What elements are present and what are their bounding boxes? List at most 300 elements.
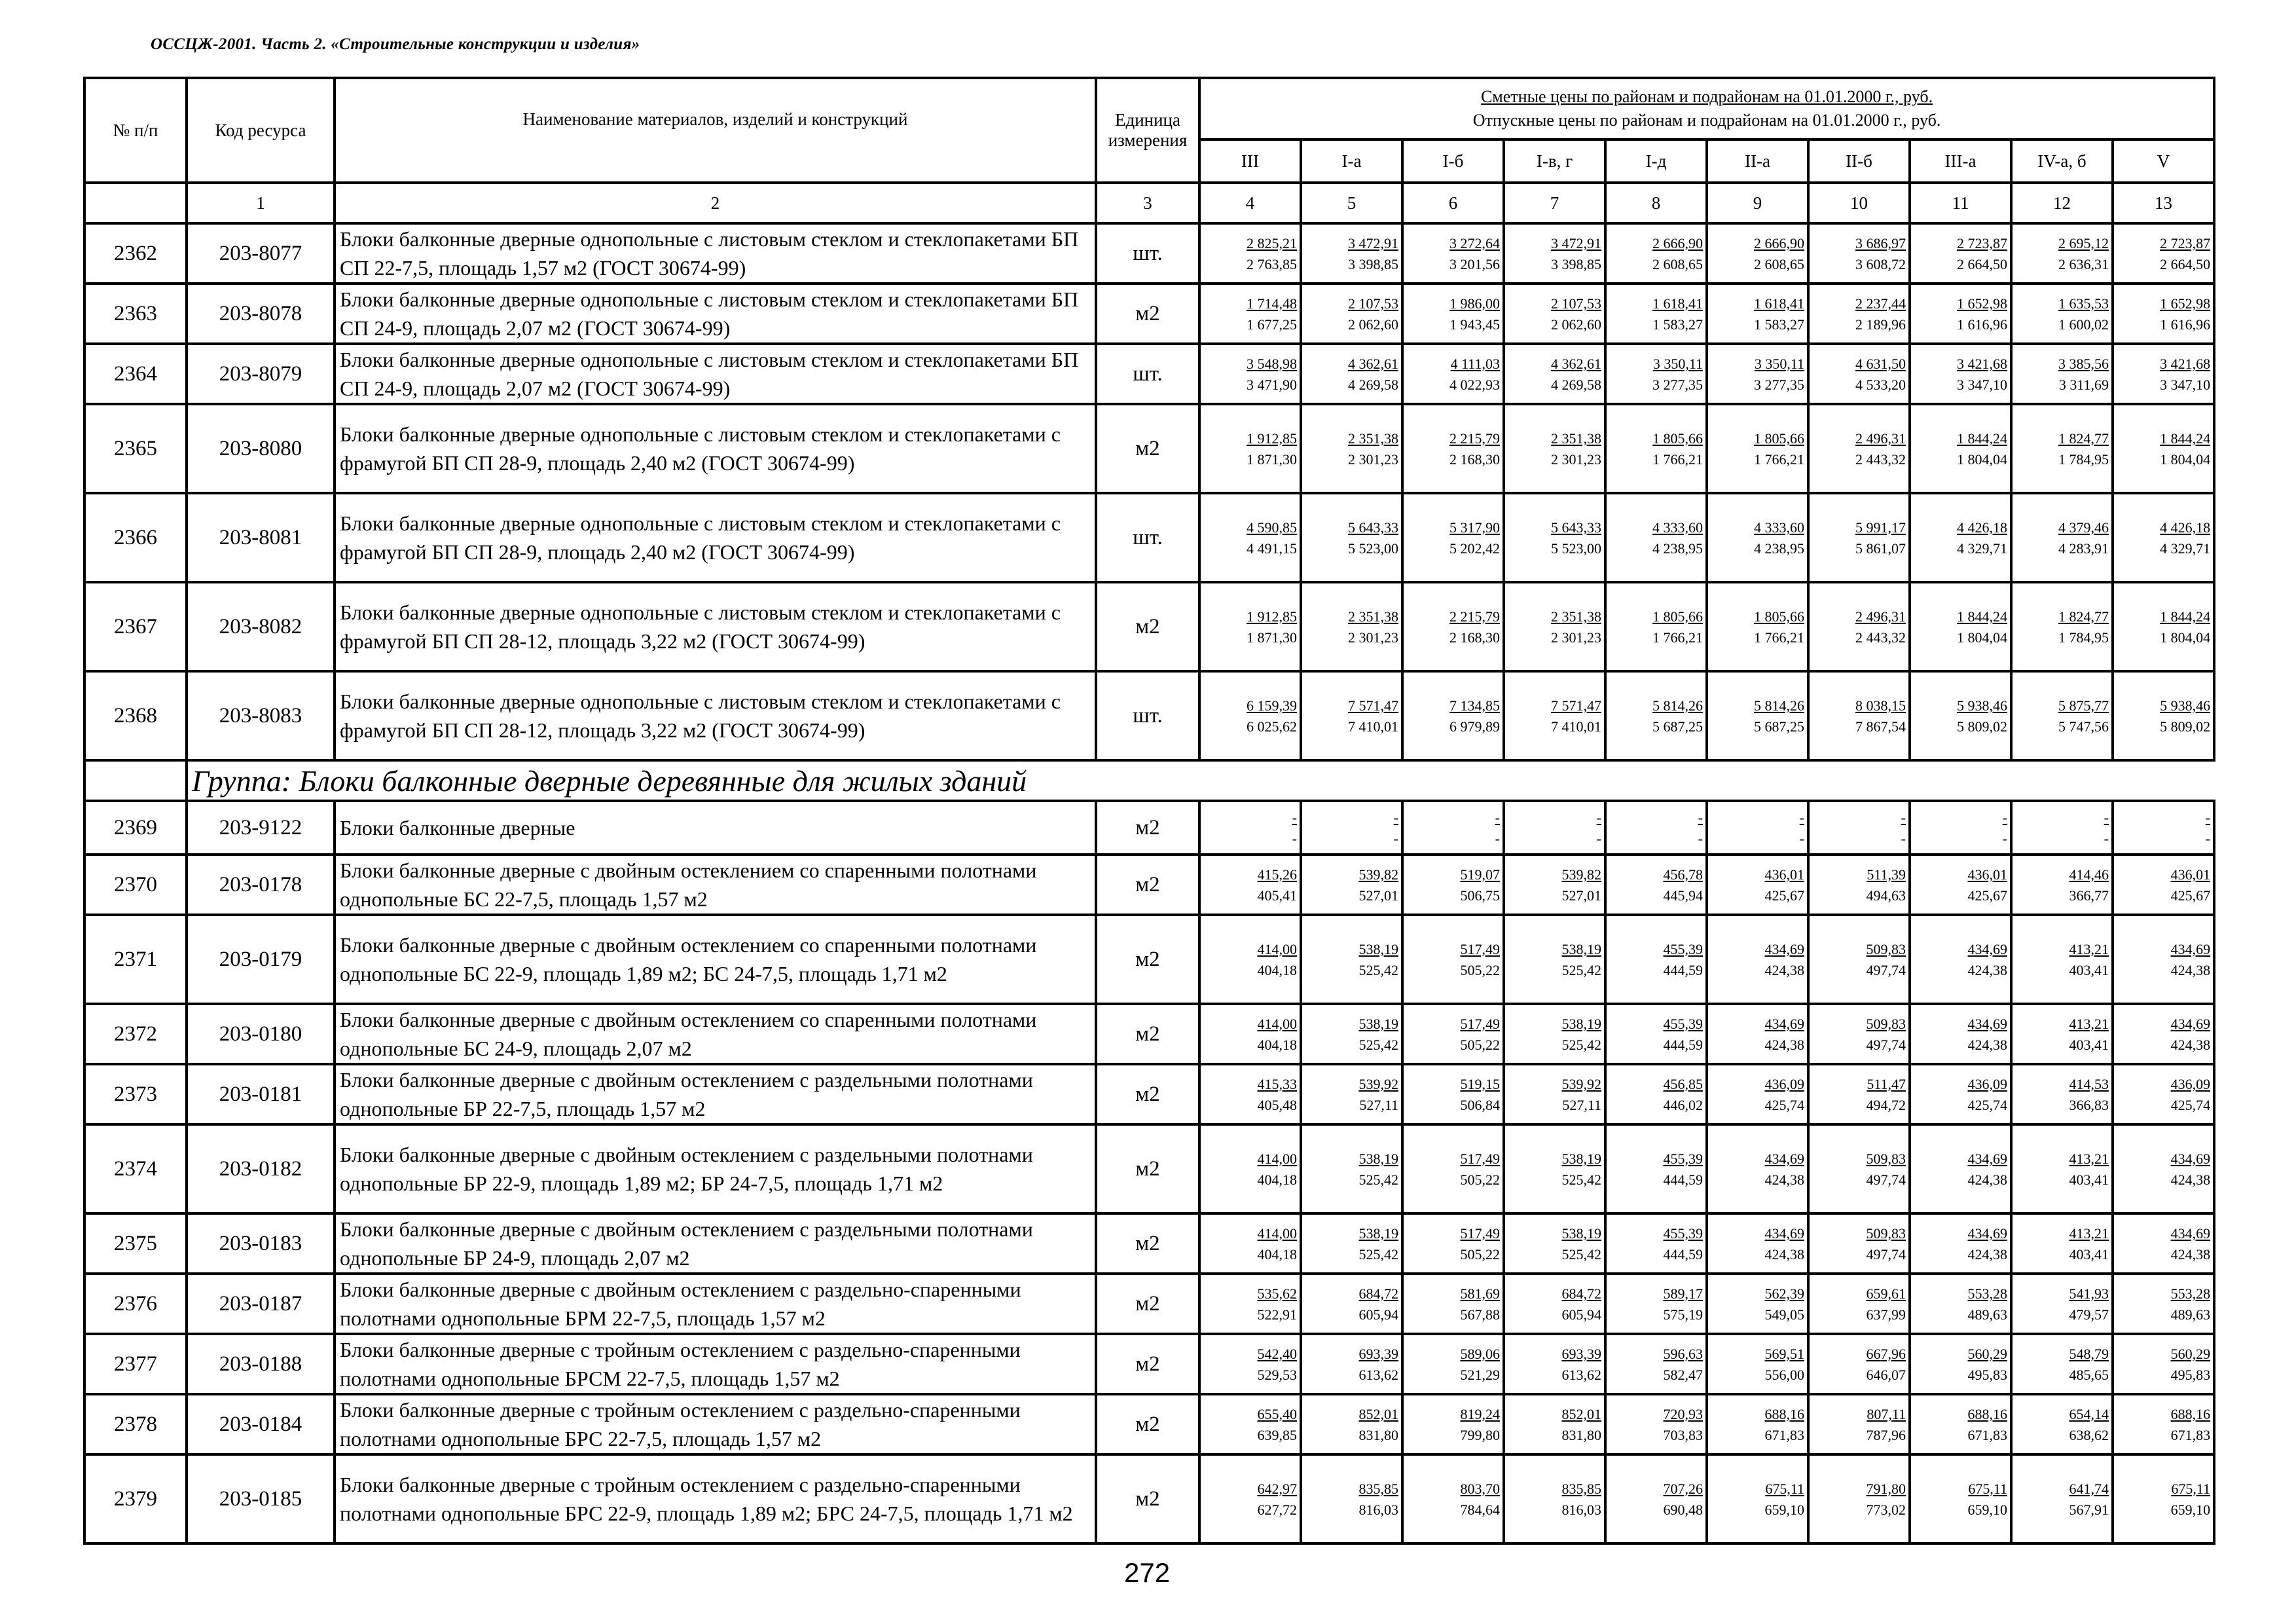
price-cell — [1707, 1064, 1808, 1124]
estimate-price: 803,70 — [1460, 1481, 1500, 1497]
price-cell — [1402, 1274, 1504, 1334]
unit-of-measure: м2 — [1096, 1394, 1199, 1454]
unit-of-measure: шт. — [1096, 223, 1199, 284]
material-name: Блоки балконные дверные — [335, 801, 1096, 855]
estimate-price: 560,29 — [1967, 1346, 2007, 1362]
estimate-price: 8 038,15 — [1855, 697, 1906, 714]
header-region: II-б — [1808, 139, 1910, 183]
price-cell — [1707, 582, 1808, 671]
estimate-price: 3 686,97 — [1855, 235, 1906, 251]
release-price: 3 471,90 — [1247, 377, 1297, 393]
table-row — [84, 1334, 2214, 1394]
material-name: Блоки балконные дверные с двойным остеклением с раздельными полотнами однопольные БР 22-7,5, площадь 1,57 м2 — [335, 1064, 1096, 1124]
release-price: 5 861,07 — [1855, 540, 1906, 557]
price-cell — [1808, 915, 1910, 1004]
release-price: 5 202,42 — [1449, 540, 1500, 557]
price-cell — [2011, 1334, 2113, 1394]
release-price: - — [1393, 830, 1398, 847]
price-cell — [1199, 1334, 1301, 1394]
estimate-price: 852,01 — [1358, 1406, 1398, 1422]
price-cell — [1910, 855, 2011, 915]
release-price: 799,80 — [1460, 1427, 1500, 1443]
estimate-price: 1 844,24 — [1957, 608, 2007, 625]
release-price: 425,74 — [1967, 1097, 2007, 1113]
unit-of-measure: м2 — [1096, 1213, 1199, 1274]
price-cell — [2011, 1213, 2113, 1274]
price-cell — [1504, 1274, 1605, 1334]
unit-of-measure: м2 — [1096, 1274, 1199, 1334]
release-price: 605,94 — [1358, 1306, 1398, 1323]
estimate-price: 436,01 — [2170, 866, 2211, 883]
release-price: 627,72 — [1257, 1502, 1297, 1518]
release-price: 816,03 — [1561, 1502, 1601, 1518]
column-number: 10 — [1808, 183, 1910, 223]
release-price: - — [1495, 830, 1500, 847]
release-price: 1 943,45 — [1449, 316, 1500, 333]
estimate-price: 538,19 — [1561, 941, 1601, 957]
release-price: 527,11 — [1359, 1097, 1398, 1113]
estimate-price: 434,69 — [1967, 1225, 2007, 1242]
price-cell — [2113, 1454, 2214, 1543]
release-price: 5 523,00 — [1551, 540, 1601, 557]
estimate-price: 3 548,98 — [1247, 356, 1297, 372]
estimate-price: 434,69 — [1967, 941, 2007, 957]
release-price: 366,83 — [2069, 1097, 2109, 1113]
header-prices-estimate: Сметные цены по районам и подрайонам на 01.01.2000 г., руб. — [1480, 87, 1933, 106]
price-cell — [2113, 671, 2214, 760]
price-cell — [1910, 1064, 2011, 1124]
estimate-price: 4 426,18 — [1957, 519, 2007, 536]
price-cell — [2113, 1004, 2214, 1064]
price-cell — [1707, 915, 1808, 1004]
estimate-price: 2 107,53 — [1348, 295, 1398, 312]
estimate-price: 1 824,77 — [2058, 608, 2109, 625]
estimate-price: - — [2205, 809, 2211, 826]
estimate-price: 654,14 — [2069, 1406, 2109, 1422]
release-price: 405,48 — [1257, 1097, 1297, 1113]
price-cell — [1910, 1454, 2011, 1543]
resource-code: 203-0184 — [187, 1394, 335, 1454]
release-price: 659,10 — [2170, 1502, 2211, 1518]
unit-of-measure: м2 — [1096, 801, 1199, 855]
release-price: 605,94 — [1561, 1306, 1601, 1323]
price-cell — [1301, 801, 1402, 855]
price-cell — [1808, 404, 1910, 493]
release-price: 485,65 — [2069, 1367, 2109, 1383]
price-cell — [1707, 1124, 1808, 1213]
table-row — [84, 344, 2214, 404]
table-row — [84, 404, 2214, 493]
price-cell — [1707, 284, 1808, 344]
estimate-price: 4 590,85 — [1247, 519, 1297, 536]
row-number: 2373 — [84, 1064, 187, 1124]
estimate-price: 655,40 — [1257, 1406, 1297, 1422]
price-cell — [1199, 223, 1301, 284]
estimate-price: 535,62 — [1257, 1285, 1297, 1302]
unit-of-measure: м2 — [1096, 1124, 1199, 1213]
material-name: Блоки балконные дверные с двойным остеклением со спаренными полотнами однопольные БС 24-9, площадь 2,07 м2 — [335, 1004, 1096, 1064]
release-price: 4 269,58 — [1551, 377, 1601, 393]
release-price: 525,42 — [1561, 962, 1601, 978]
estimate-price: 434,69 — [2170, 1225, 2211, 1242]
release-price: 404,18 — [1257, 1037, 1297, 1053]
release-price: 2 664,50 — [1957, 256, 2007, 272]
price-cell — [1808, 1274, 1910, 1334]
price-cell — [1707, 1274, 1808, 1334]
release-price: 639,85 — [1257, 1427, 1297, 1443]
estimate-price: 2 666,90 — [1652, 235, 1703, 251]
release-price: 2 168,30 — [1449, 629, 1500, 646]
column-number: 6 — [1402, 183, 1504, 223]
release-price: 497,74 — [1866, 1172, 1906, 1188]
estimate-price: 3 421,68 — [1957, 356, 2007, 372]
estimate-price: 562,39 — [1764, 1285, 1804, 1302]
release-price: 2 301,23 — [1551, 451, 1601, 468]
resource-code: 203-8079 — [187, 344, 335, 404]
header-region: III-а — [1910, 139, 2011, 183]
price-cell — [1808, 1064, 1910, 1124]
release-price: 3 277,35 — [1754, 377, 1804, 393]
table-row — [84, 223, 2214, 284]
unit-of-measure: м2 — [1096, 1334, 1199, 1394]
estimate-price: - — [1495, 809, 1500, 826]
price-cell — [1808, 284, 1910, 344]
price-cell — [1910, 1004, 2011, 1064]
release-price: 424,38 — [1764, 1172, 1804, 1188]
column-number: 3 — [1096, 183, 1199, 223]
price-cell — [2113, 1064, 2214, 1124]
release-price: 405,41 — [1257, 887, 1297, 904]
estimate-price: 434,69 — [2170, 941, 2211, 957]
price-cell — [1808, 344, 1910, 404]
column-number-blank — [84, 183, 187, 223]
group-row — [84, 760, 2214, 801]
estimate-price: 4 333,60 — [1754, 519, 1804, 536]
release-price: 671,83 — [1967, 1427, 2007, 1443]
estimate-price: 455,39 — [1663, 1016, 1703, 1032]
release-price: 527,01 — [1561, 887, 1601, 904]
resource-code: 203-0180 — [187, 1004, 335, 1064]
estimate-price: 2 351,38 — [1348, 430, 1398, 447]
release-price: 424,38 — [1967, 962, 2007, 978]
estimate-price: 2 351,38 — [1551, 430, 1601, 447]
header-prices — [1199, 78, 2214, 139]
price-cell — [1504, 1334, 1605, 1394]
price-cell — [2113, 284, 2214, 344]
material-name: Блоки балконные дверные с двойным остеклением с раздельными полотнами однопольные БР 24-9, площадь 2,07 м2 — [335, 1213, 1096, 1274]
price-cell — [1199, 493, 1301, 582]
estimate-price: 434,69 — [1967, 1016, 2007, 1032]
estimate-price: 5 938,46 — [1957, 697, 2007, 714]
estimate-price: 434,69 — [2170, 1016, 2211, 1032]
estimate-price: 414,53 — [2069, 1076, 2109, 1092]
release-price: 2 062,60 — [1348, 316, 1398, 333]
release-price: 525,42 — [1358, 962, 1398, 978]
row-number: 2378 — [84, 1394, 187, 1454]
release-price: 773,02 — [1866, 1502, 1906, 1518]
resource-code: 203-0182 — [187, 1124, 335, 1213]
estimate-price: 415,33 — [1257, 1076, 1297, 1092]
price-cell — [1402, 1394, 1504, 1454]
price-cell — [2113, 404, 2214, 493]
estimate-price: 413,21 — [2069, 1225, 2109, 1242]
estimate-price: 2 107,53 — [1551, 295, 1601, 312]
estimate-price: 436,09 — [1764, 1076, 1804, 1092]
row-number: 2379 — [84, 1454, 187, 1543]
table-row — [84, 855, 2214, 915]
release-price: 3 277,35 — [1652, 377, 1703, 393]
release-price: 831,80 — [1358, 1427, 1398, 1443]
header-region: I-в, г — [1504, 139, 1605, 183]
estimate-price: 4 631,50 — [1855, 356, 1906, 372]
estimate-price: - — [1698, 809, 1703, 826]
release-price: 4 238,95 — [1652, 540, 1703, 557]
price-cell — [1808, 1334, 1910, 1394]
estimate-price: 4 333,60 — [1652, 519, 1703, 536]
release-price: 3 398,85 — [1551, 256, 1601, 272]
price-cell — [1199, 855, 1301, 915]
estimate-price: 538,19 — [1561, 1151, 1601, 1167]
estimate-price: 5 991,17 — [1855, 519, 1906, 536]
estimate-price: 434,69 — [1764, 941, 1804, 957]
release-price: 4 329,71 — [1957, 540, 2007, 557]
release-price: 1 784,95 — [2058, 629, 2109, 646]
release-price: 3 201,56 — [1449, 256, 1500, 272]
release-price: 479,57 — [2069, 1306, 2109, 1323]
price-cell — [2011, 223, 2113, 284]
release-price: 527,01 — [1358, 887, 1398, 904]
release-price: 525,42 — [1561, 1037, 1601, 1053]
price-cell — [1504, 915, 1605, 1004]
release-price: 787,96 — [1866, 1427, 1906, 1443]
table-row — [84, 1274, 2214, 1334]
table-row — [84, 1454, 2214, 1543]
table-row — [84, 671, 2214, 760]
header-unit: Единица измерения — [1096, 78, 1199, 183]
column-number: 8 — [1605, 183, 1707, 223]
column-number: 4 — [1199, 183, 1301, 223]
estimate-price: 560,29 — [2170, 1346, 2211, 1362]
price-cell — [1707, 1334, 1808, 1394]
release-price: 446,02 — [1663, 1097, 1703, 1113]
resource-code: 203-0183 — [187, 1213, 335, 1274]
release-price: 703,83 — [1663, 1427, 1703, 1443]
estimate-price: 3 421,68 — [2160, 356, 2211, 372]
release-price: 425,74 — [1764, 1097, 1804, 1113]
estimate-price: 5 643,33 — [1348, 519, 1398, 536]
estimate-price: 539,82 — [1561, 866, 1601, 883]
release-price: - — [2104, 830, 2109, 847]
estimate-price: 436,01 — [1967, 866, 2007, 883]
estimate-price: 688,16 — [1764, 1406, 1804, 1422]
estimate-price: 517,49 — [1460, 1225, 1500, 1242]
release-price: - — [1698, 830, 1703, 847]
estimate-price: 1 844,24 — [2160, 608, 2211, 625]
release-price: 403,41 — [2069, 1246, 2109, 1263]
release-price: 816,03 — [1358, 1502, 1398, 1518]
price-cell — [1707, 344, 1808, 404]
price-cell — [1504, 582, 1605, 671]
release-price: 784,64 — [1460, 1502, 1500, 1518]
material-name: Блоки балконные дверные с тройным остеклением с раздельно-спаренными полотнами однопольные БРС 22-7,5, площадь 1,57 м2 — [335, 1394, 1096, 1454]
unit-of-measure: шт. — [1096, 671, 1199, 760]
estimate-price: 509,83 — [1866, 941, 1906, 957]
price-cell — [1808, 223, 1910, 284]
header-region: II-а — [1707, 139, 1808, 183]
release-price: 3 311,69 — [2058, 377, 2109, 393]
price-cell — [2011, 855, 2113, 915]
price-cell — [1605, 1124, 1707, 1213]
row-number: 2368 — [84, 671, 187, 760]
price-cell — [1504, 344, 1605, 404]
header-region: I-б — [1402, 139, 1504, 183]
row-number: 2370 — [84, 855, 187, 915]
estimate-price: 519,07 — [1460, 866, 1500, 883]
estimate-price: 4 111,03 — [1450, 356, 1500, 372]
price-cell — [1402, 344, 1504, 404]
estimate-price: 2 215,79 — [1449, 430, 1500, 447]
release-price: 659,10 — [1967, 1502, 2007, 1518]
table-row — [84, 493, 2214, 582]
estimate-price: 541,93 — [2069, 1285, 2109, 1302]
estimate-price: 3 350,11 — [1652, 356, 1703, 372]
price-cell — [1910, 801, 2011, 855]
estimate-price: 434,69 — [1764, 1151, 1804, 1167]
release-price: 525,42 — [1358, 1172, 1398, 1188]
column-number: 2 — [335, 183, 1096, 223]
material-name: Блоки балконные дверные однопольные с листовым стеклом и стеклопакетами с фрамугой БП СП 28-12, площадь 3,22 м2 (ГОСТ 30674-99) — [335, 582, 1096, 671]
estimate-price: 7 571,47 — [1348, 697, 1398, 714]
price-cell — [1301, 493, 1402, 582]
release-price: 2 443,32 — [1855, 451, 1906, 468]
material-name: Блоки балконные дверные с тройным остеклением с раздельно-спаренными полотнами однопольные БРС 22-9, площадь 1,89 м2; БРС 24-7,5, площадь 1,71 м2 — [335, 1454, 1096, 1543]
header-np: № п/п — [84, 78, 187, 183]
price-cell — [1199, 801, 1301, 855]
estimate-price: 688,16 — [1967, 1406, 2007, 1422]
estimate-price: 456,78 — [1663, 866, 1703, 883]
release-price: 671,83 — [2170, 1427, 2211, 1443]
header-name: Наименование материалов, изделий и конструкций — [335, 78, 1096, 183]
estimate-price: 2 215,79 — [1449, 608, 1500, 625]
estimate-price: 2 825,21 — [1247, 235, 1297, 251]
release-price: 5 687,25 — [1754, 718, 1804, 735]
price-cell — [1808, 493, 1910, 582]
price-cell — [1910, 1124, 2011, 1213]
estimate-price: 2 351,38 — [1551, 608, 1601, 625]
release-price: 7 410,01 — [1551, 718, 1601, 735]
release-price: 425,67 — [1967, 887, 2007, 904]
estimate-price: - — [2002, 809, 2007, 826]
price-cell — [1301, 1394, 1402, 1454]
price-cell — [1301, 855, 1402, 915]
release-price: 1 784,95 — [2058, 451, 2109, 468]
price-cell — [1504, 1124, 1605, 1213]
release-price: 1 871,30 — [1247, 451, 1297, 468]
estimate-price: 675,11 — [1968, 1481, 2007, 1497]
release-price: 2 443,32 — [1855, 629, 1906, 646]
estimate-price: 6 159,39 — [1247, 697, 1297, 714]
release-price: 522,91 — [1257, 1306, 1297, 1323]
estimate-price: 414,00 — [1257, 1225, 1297, 1242]
price-cell — [1707, 855, 1808, 915]
estimate-price: - — [1596, 809, 1601, 826]
price-cell — [2011, 801, 2113, 855]
release-price: 6 025,62 — [1247, 718, 1297, 735]
release-price: 444,59 — [1663, 1246, 1703, 1263]
resource-code: 203-8081 — [187, 493, 335, 582]
estimate-price: 517,49 — [1460, 941, 1500, 957]
table-row — [84, 1004, 2214, 1064]
estimate-price: 436,09 — [2170, 1076, 2211, 1092]
price-cell — [2011, 1124, 2113, 1213]
unit-of-measure: шт. — [1096, 493, 1199, 582]
price-cell — [2113, 1274, 2214, 1334]
release-price: 403,41 — [2069, 1172, 2109, 1188]
price-cell — [1707, 671, 1808, 760]
resource-code: 203-8083 — [187, 671, 335, 760]
release-price: 425,67 — [1764, 887, 1804, 904]
price-cell — [1402, 855, 1504, 915]
unit-of-measure: м2 — [1096, 284, 1199, 344]
estimate-price: 434,69 — [1967, 1151, 2007, 1167]
estimate-price: 538,19 — [1358, 1151, 1398, 1167]
material-name: Блоки балконные дверные однопольные с листовым стеклом и стеклопакетами БП СП 22-7,5, площадь 1,57 м2 (ГОСТ 30674-99) — [335, 223, 1096, 284]
estimate-price: 2 695,12 — [2058, 235, 2109, 251]
release-price: 521,29 — [1460, 1367, 1500, 1383]
release-price: 1 600,02 — [2058, 316, 2109, 333]
price-cell — [1199, 1394, 1301, 1454]
release-price: 575,19 — [1663, 1306, 1703, 1323]
price-cell — [1402, 1454, 1504, 1543]
release-price: - — [2205, 830, 2211, 847]
release-price: 638,62 — [2069, 1427, 2109, 1443]
unit-of-measure: м2 — [1096, 582, 1199, 671]
release-price: 505,22 — [1460, 1172, 1500, 1188]
release-price: 2 608,65 — [1652, 256, 1703, 272]
price-cell — [1808, 671, 1910, 760]
price-cell — [1707, 1394, 1808, 1454]
release-price: 489,63 — [1967, 1306, 2007, 1323]
estimate-price: 684,72 — [1561, 1285, 1601, 1302]
price-cell — [2011, 284, 2113, 344]
price-cell — [1910, 915, 2011, 1004]
estimate-price: 807,11 — [1867, 1406, 1906, 1422]
price-cell — [1301, 671, 1402, 760]
release-price: 4 491,15 — [1247, 540, 1297, 557]
resource-code: 203-0178 — [187, 855, 335, 915]
price-cell — [1910, 671, 2011, 760]
price-cell — [1707, 223, 1808, 284]
release-price: 424,38 — [1967, 1037, 2007, 1053]
estimate-price: 1 635,53 — [2058, 295, 2109, 312]
estimate-price: - — [1393, 809, 1398, 826]
unit-of-measure: м2 — [1096, 1454, 1199, 1543]
price-cell — [2011, 671, 2113, 760]
table-row — [84, 1394, 2214, 1454]
estimate-price: 455,39 — [1663, 1151, 1703, 1167]
document-title: ОССЦЖ-2001. Часть 2. «Строительные конструкции и изделия» — [151, 35, 640, 53]
price-cell — [1301, 344, 1402, 404]
material-name: Блоки балконные дверные с двойным остеклением с раздельными полотнами однопольные БР 22-9, площадь 1,89 м2; БР 24-7,5, площадь 1,71 м2 — [335, 1124, 1096, 1213]
estimate-price: 4 362,61 — [1348, 356, 1398, 372]
estimate-price: 542,40 — [1257, 1346, 1297, 1362]
estimate-price: 7 134,85 — [1449, 697, 1500, 714]
estimate-price: 1 805,66 — [1652, 608, 1703, 625]
price-cell — [1707, 801, 1808, 855]
price-cell — [1808, 855, 1910, 915]
price-cell — [2113, 493, 2214, 582]
price-cell — [1504, 493, 1605, 582]
